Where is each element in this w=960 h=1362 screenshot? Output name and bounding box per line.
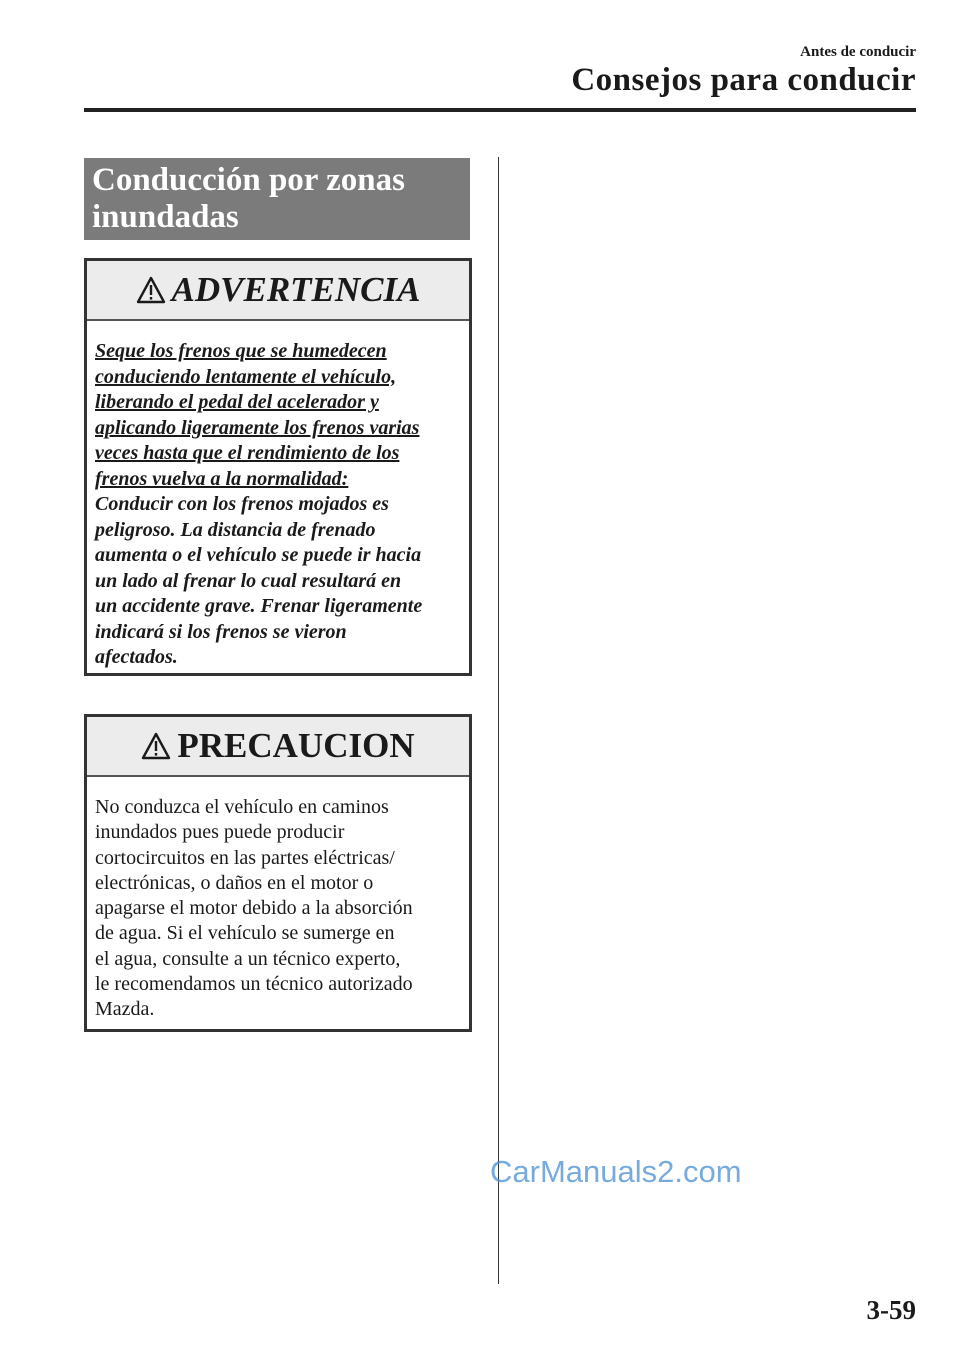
header-divider (84, 108, 916, 112)
column-divider (498, 157, 499, 1284)
watermark: CarManuals2.com (490, 1154, 742, 1189)
caution-text-line: cortocircuitos en las partes eléctricas/ (95, 846, 395, 869)
section-title-line-2: inundadas (92, 199, 239, 235)
chapter-subtitle: Antes de conducir (800, 44, 916, 60)
warning-triangle-icon (136, 276, 166, 304)
caution-text-line: de agua. Si el vehículo se sumerge en (95, 922, 395, 945)
page-number: 3-59 (866, 1295, 916, 1325)
caution-text-line: Mazda. (95, 998, 155, 1021)
warning-emphasis-line: aplicando ligeramente los frenos varias (95, 416, 420, 439)
section-title-line-1: Conducción por zonas (92, 162, 405, 198)
warning-text-line: un lado al frenar lo cual resultará en (95, 569, 402, 592)
warning-text-line: afectados. (95, 646, 178, 668)
warning-title: ADVERTENCIA (171, 270, 421, 309)
caution-box (84, 714, 472, 1032)
caution-text-line: electrónicas, o daños en el motor o (95, 871, 374, 894)
caution-text-line: le recomendamos un técnico autorizado (95, 973, 413, 996)
warning-emphasis-line: frenos vuelva a la normalidad: (95, 467, 349, 490)
warning-header (87, 261, 469, 321)
section-title (84, 158, 470, 240)
warning-emphasis-line: liberando el pedal del acelerador y (95, 391, 379, 413)
warning-text-line: Conducir con los frenos mojados es (95, 493, 389, 515)
caution-header (87, 717, 469, 777)
warning-body (87, 321, 469, 685)
warning-box (84, 258, 472, 676)
warning-triangle-icon (141, 732, 171, 760)
caution-text-line: apagarse el motor debido a la absorción (95, 897, 413, 920)
warning-emphasis-line: conduciendo lentamente el vehículo, (95, 365, 397, 388)
warning-text-line: indicará si los frenos se vieron (95, 620, 347, 643)
warning-emphasis-line: Seque los frenos que se humedecen (95, 340, 387, 362)
caution-text-line: No conduzca el vehículo en caminos (95, 796, 389, 818)
caution-body (87, 777, 469, 1037)
warning-text-line: peligroso. La distancia de frenado (95, 518, 376, 541)
caution-text-line: inundados pues puede producir (95, 821, 345, 844)
chapter-title: Consejos para conducir (571, 62, 916, 98)
warning-emphasis-line: veces hasta que el rendimiento de los (95, 442, 400, 464)
caution-text-line: el agua, consulte a un técnico experto, (95, 947, 401, 970)
caution-title: PRECAUCION (177, 726, 415, 765)
warning-text-line: un accidente grave. Frenar ligeramente (95, 595, 423, 617)
warning-text-line: aumenta o el vehículo se puede ir hacia (95, 544, 422, 566)
